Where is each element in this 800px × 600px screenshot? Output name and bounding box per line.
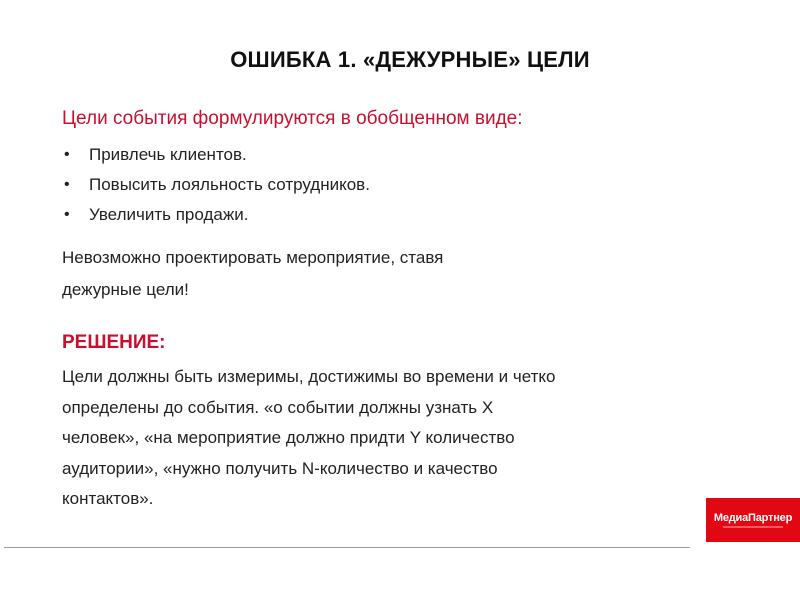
list-item xyxy=(62,140,370,170)
solution-heading: РЕШЕНИЕ: xyxy=(62,332,166,353)
statement-text xyxy=(62,242,662,306)
logo-underline xyxy=(723,526,783,528)
solution-line: аудитории», «нужно получить N-количество и качество xyxy=(62,458,498,478)
solution-line: определены до события. «о событии должны узнать Х xyxy=(62,397,494,417)
list-item-text: Привлечь клиентов. xyxy=(89,145,247,164)
list-item-text: Увеличить продажи. xyxy=(89,205,249,224)
list-item xyxy=(62,170,370,200)
list-item xyxy=(62,200,370,230)
solution-line: человек», «на мероприятие должно придти Y количество xyxy=(62,428,515,447)
solution-line: Цели должны быть измеримы, достижимы во времени и четко xyxy=(62,367,556,386)
logo-text: МедиаПартнер xyxy=(713,512,793,524)
footer-divider xyxy=(4,547,690,548)
bullet-icon: • xyxy=(64,146,70,163)
mediapartner-logo xyxy=(706,498,800,542)
bullet-icon: • xyxy=(64,176,70,193)
goals-list xyxy=(62,140,370,230)
list-item-text: Повысить лояльность сотрудников. xyxy=(89,175,370,194)
solution-line: контактов». xyxy=(62,489,154,508)
statement-line: Невозможно проектировать мероприятие, ставя xyxy=(62,248,444,267)
statement-line: дежурные цели! xyxy=(62,280,189,299)
solution-text xyxy=(62,362,762,515)
slide-title: ОШИБКА 1. «ДЕЖУРНЫЕ» ЦЕЛИ xyxy=(230,47,590,72)
intro-text: Цели события формулируются в обобщенном виде: xyxy=(62,108,523,129)
bullet-icon: • xyxy=(64,206,70,223)
